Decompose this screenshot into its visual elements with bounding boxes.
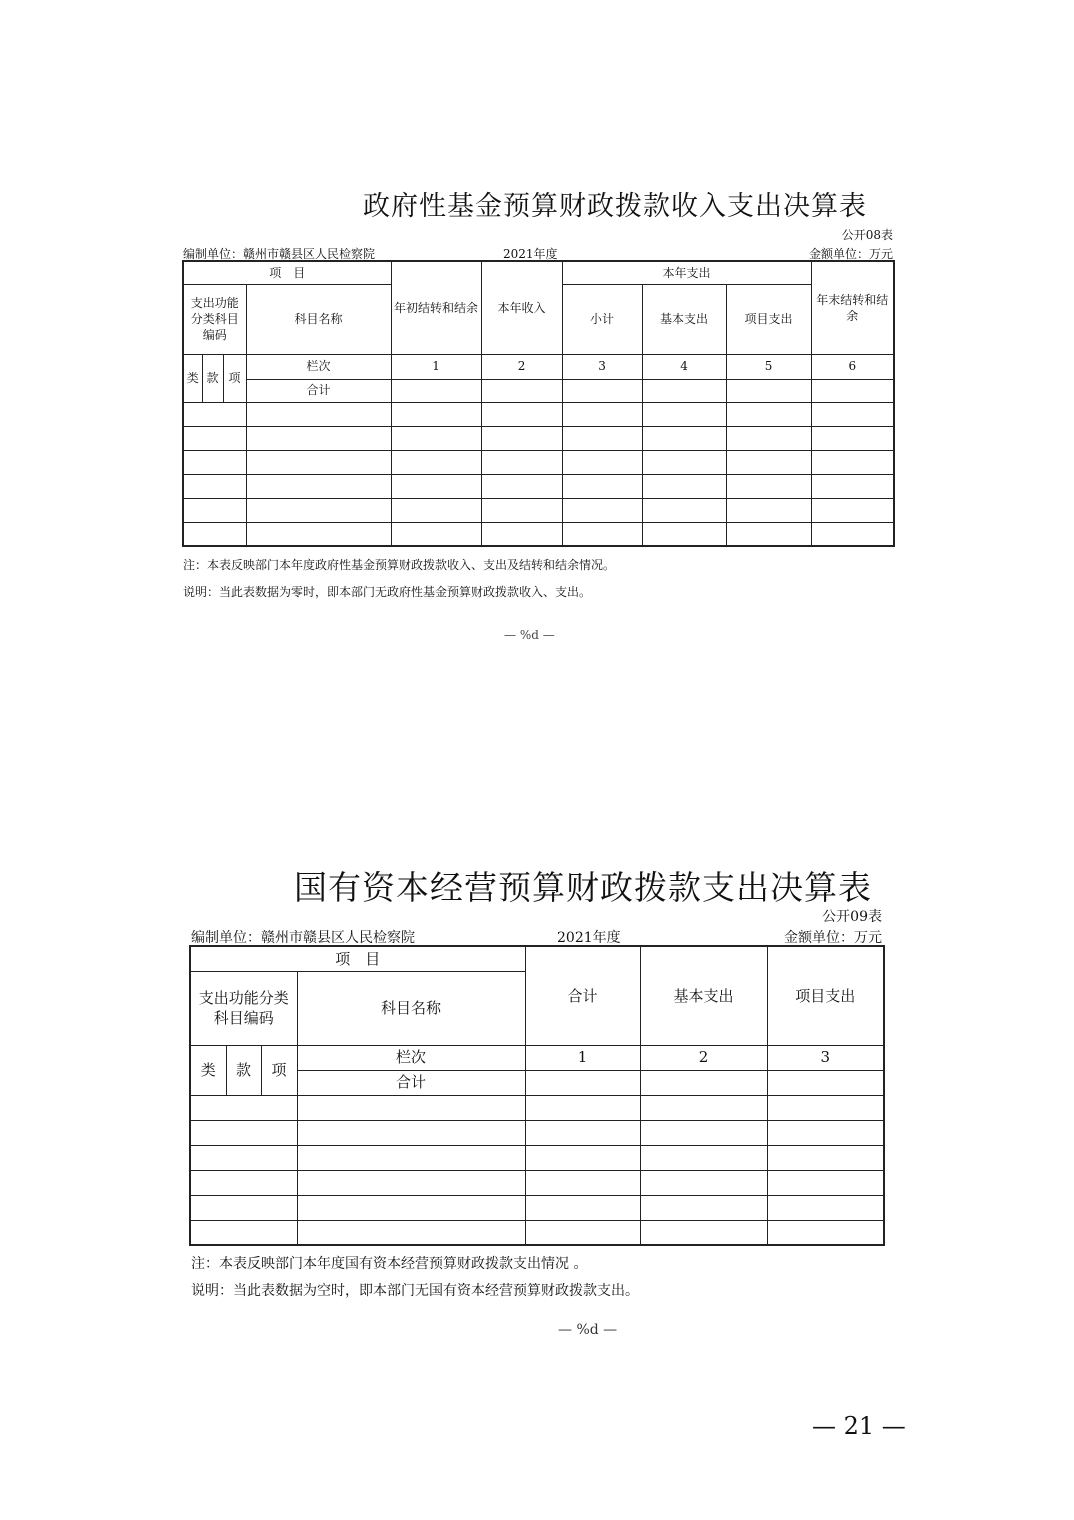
table-row [183,522,894,546]
t2-colnum-3: 3 [767,1045,884,1070]
t1-ending-balance-header: 年末结转和结余 [811,261,894,354]
table2-unit: 编制单位：赣州市赣县区人民检察院 [191,930,415,946]
table-row [190,1170,884,1195]
t2-total-col-header: 合计 [525,946,640,1045]
t1-colnum-3: 3 [562,354,642,379]
table2-explanation: 说明：当此表数据为空时，即本部门无国有资本经营预算财政拨款支出。 [191,1283,639,1299]
table-row [183,450,894,474]
table2-note: 注：本表反映部门本年度国有资本经营预算财政拨款支出情况 。 [191,1256,588,1272]
table-row [190,1145,884,1170]
t2-colnum-1: 1 [525,1045,640,1070]
t1-column-index: 栏次 [246,354,391,379]
t1-xiang-header: 项 [223,354,246,402]
table-row [183,426,894,450]
table-row [190,1195,884,1220]
t2-colnum-2: 2 [640,1045,767,1070]
table1-amount-unit: 金额单位：万元 [808,247,893,261]
t1-colnum-2: 2 [481,354,562,379]
t2-xiang-header: 项 [261,1045,297,1095]
table1-code: 公开08表 [841,228,893,242]
t1-colnum-1: 1 [391,354,481,379]
t1-beginning-balance-header: 年初结转和结余 [391,261,481,354]
table2-page-marker: — %d — [558,1322,618,1338]
page-number: — 21 — [812,1412,906,1440]
t1-expense-group-header: 本年支出 [562,261,811,284]
t2-project-header: 项目支出 [767,946,884,1045]
t2-subject-name-header: 科目名称 [297,971,525,1045]
t1-item-header: 项 目 [183,261,391,284]
table2-code: 公开09表 [822,909,882,925]
table-row [190,1120,884,1145]
t1-colnum-4: 4 [642,354,726,379]
t1-subtotal-header: 小计 [562,284,642,354]
t2-kuan-header: 款 [226,1045,261,1095]
table-row [190,1220,884,1245]
table2-title: 国有资本经营预算财政拨款支出决算表 [294,868,872,907]
t2-column-index: 栏次 [297,1045,525,1070]
table-row [183,498,894,522]
t2-func-code-header: 支出功能分类科目编码 [190,971,297,1045]
t2-lei-header: 类 [190,1045,226,1095]
t1-basic-header: 基本支出 [642,284,726,354]
t1-total-label: 合计 [246,379,391,402]
table1-unit: 编制单位：赣州市赣县区人民检察院 [183,247,376,261]
table1-note: 注：本表反映部门本年度政府性基金预算财政拨款收入、支出及结转和结余情况。 [183,558,616,572]
t2-item-header: 项 目 [190,946,525,971]
t1-project-header: 项目支出 [726,284,811,354]
table2 [189,945,885,1246]
table2-year: 2021年度 [557,930,621,946]
t1-func-code-header: 支出功能分类科目编码 [183,284,246,354]
t1-kuan-header: 款 [202,354,223,402]
t1-subject-name-header: 科目名称 [246,284,391,354]
t1-lei-header: 类 [183,354,202,402]
table1-title: 政府性基金预算财政拨款收入支出决算表 [363,191,867,222]
table1-year: 2021年度 [503,247,558,261]
table1-page-marker: — %d — [504,628,555,642]
t1-colnum-6: 6 [811,354,894,379]
t1-colnum-5: 5 [726,354,811,379]
table-row [190,1095,884,1120]
t2-basic-header: 基本支出 [640,946,767,1045]
table-row [183,474,894,498]
table1-explanation: 说明：当此表数据为零时，即本部门无政府性基金预算财政拨款收入、支出。 [183,585,592,599]
table2-amount-unit: 金额单位：万元 [784,930,882,946]
table-row [183,402,894,426]
table1 [182,260,895,547]
t2-total-label: 合计 [297,1070,525,1095]
t1-income-header: 本年收入 [481,261,562,354]
